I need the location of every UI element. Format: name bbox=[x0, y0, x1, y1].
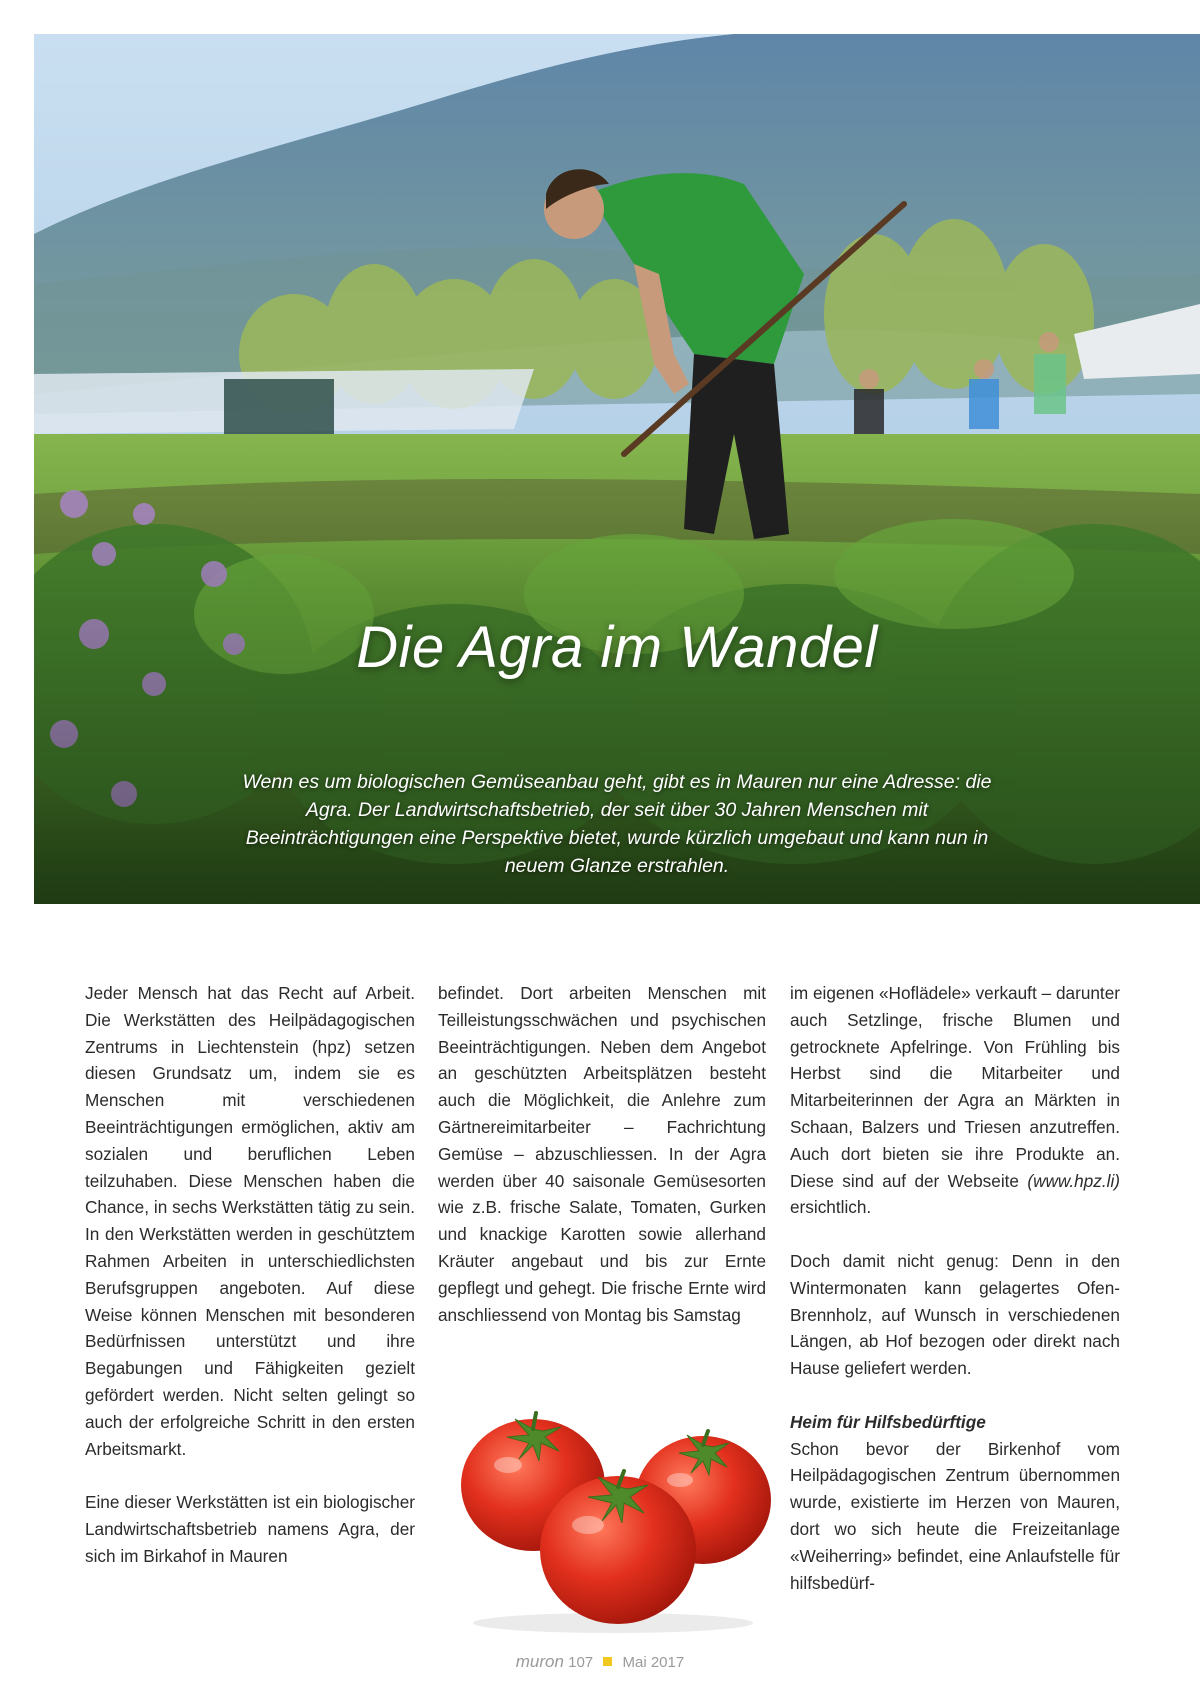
section-subheading: Heim für Hilfsbedürftige bbox=[790, 1411, 986, 1432]
website-reference: (www.hpz.li) bbox=[1027, 1170, 1120, 1191]
issue-date: Mai 2017 bbox=[622, 1654, 685, 1671]
text-column-2 bbox=[438, 980, 766, 1355]
paragraph-text: ersichtlich. bbox=[790, 1197, 872, 1218]
paragraph: Doch damit nicht genug: Denn in den Wintermonaten kann gelagertes Ofen-Brennholz, auf Wunsch in verschiedenen Längen, ab Hof bezogen oder direkt nach Hause geliefert werden. bbox=[790, 1250, 1120, 1379]
tomatoes-illustration bbox=[448, 1395, 778, 1635]
paragraph: befindet. Dort arbeiten Menschen mit Teilleistungsschwächen und psychischen Beeinträchtigungen. Neben dem Angebot an geschützten Arbeitsplätzen besteht auch die Möglichkeit, die Anlehre zum Gärtnereimitarbeiter – Fachrichtung Gemüse – abzuschliessen. In der Agra werden über 40 saisonale Gemüsesorten wie z.B. frische Salate, Tomaten, Gurken und knackige Karotten sowie allerhand Kräuter angebaut und bis zur Ernte gepflegt und gehegt. Die frische Ernte wird anschliessend von Montag bis Samstag bbox=[438, 983, 766, 1325]
paragraph bbox=[790, 980, 1120, 1221]
hero-photo bbox=[34, 34, 1200, 904]
article-lead: Wenn es um biologischen Gemüseanbau geht, gibt es in Mauren nur eine Adresse: die Agra. Der Landwirtschaftsbetrieb, der seit über 30 Jahren Menschen mit Beeinträchtigungen eine Perspektive bietet, wurde kürzlich umgebaut und kann nun in neuem Glanze erstrahlen. bbox=[242, 771, 992, 877]
accent-square-icon bbox=[603, 1657, 612, 1666]
text-column-3 bbox=[790, 980, 1120, 1623]
paragraph: Eine dieser Werkstätten ist ein biologischer Landwirtschaftsbetrieb namens Agra, der sich im Birkahof in Mauren bbox=[85, 1492, 415, 1566]
issue-number: 107 bbox=[568, 1654, 594, 1671]
article-title: Die Agra im Wandel bbox=[356, 615, 878, 680]
text-column-1 bbox=[85, 980, 415, 1596]
magazine-brand: muron bbox=[515, 1652, 564, 1671]
paragraph: Jeder Mensch hat das Recht auf Arbeit. Die Werkstätten des Heilpädagogischen Zentrums in Liechtenstein (hpz) setzen diesen Grundsatz um, indem sie es Menschen mit verschiedenen Beeinträchtigungen ermöglichen, aktiv am sozialen und beruflichen Leben teilzuhaben. Diese Menschen haben die Chance, in sechs Werkstätten tätig zu sein. In den Werkstätten werden in geschütztem Rahmen Arbeiten in unterschiedlichsten Berufsgruppen angeboten. Auf diese Weise können Menschen mit besonderen Bedürfnissen unterstützt und ihre Begabungen und Fähigkeiten gezielt gefördert werden. Nicht selten gelingt so auch der erfolgreiche Schritt in den ersten Arbeitsmarkt. bbox=[85, 983, 415, 1459]
paragraph: Schon bevor der Birkenhof vom Heilpädagogischen Zentrum übernommen wurde, existierte im Herzen von Mauren, dort wo sich heute die Freizeitanlage «Weiherring» befindet, eine Anlaufstelle für hilfsbedürf- bbox=[790, 1438, 1120, 1593]
paragraph-text: im eigenen «Hoflädele» verkauft – darunter auch Setzlinge, frische Blumen und getrocknete Apfelringe. Von Frühling bis Herbst sind die Mitarbeiter und Mitarbeiterinnen der Agra an Märkten in Schaan, Balzers und Triesen anzutreffen. Auch dort bieten sie ihre Produkte an. Diese sind auf der Webseite bbox=[790, 983, 1120, 1191]
page-footer bbox=[0, 1652, 1200, 1672]
